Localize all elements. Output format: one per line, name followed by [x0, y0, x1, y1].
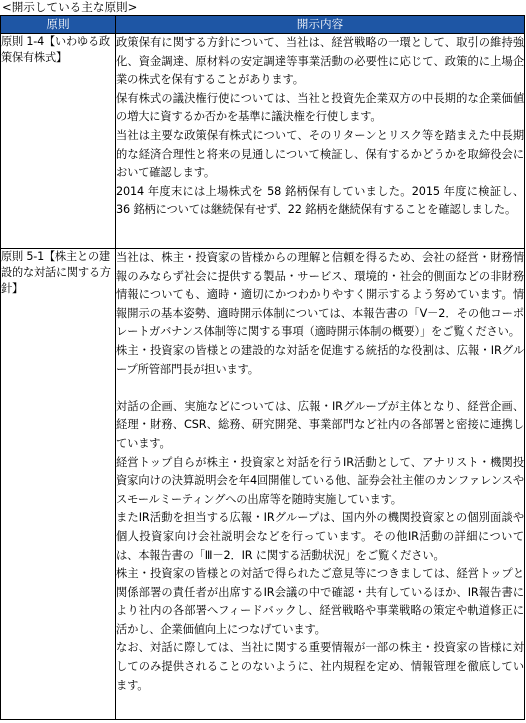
paragraph: 保有株式の議決権行使については、当社と投資先企業双方の中長期的な企業価値の増大に資するか否かを基準に議決権を行使します。 [116, 91, 524, 124]
table-header-row [1, 16, 525, 34]
paragraph: 経営トップ自らが株主・投資家と対話を行うIR活動として、アナリスト・機関投資家向けの決算説明会を年4回開催している他、証券会社主催のカンファレンスやスモールミーティングへの出席等を随時実施しています。 [116, 455, 524, 506]
paragraph: 当社は、株主・投資家の皆様からの理解と信頼を得るため、会社の経営・財務情報のみならず社会に提供する製品・サービス、環境的・社会的側面などの非財務情報についても、適時・適切にかつわかりやすく開示するよう努めています。情報開示の基本姿勢、適時開示体制については、本報告書の「V－2．その他コーポレートガバナンス体制等に関する事項（適時開示体制の概要）」をご覧ください。 [116, 251, 524, 339]
blank-line [116, 379, 524, 398]
section-caption: <開示している主な原則> [2, 0, 138, 14]
paragraph: 対話の企画、実施などについては、広報・IRグループが主体となり、経営企画、経理・財務、CSR、総務、研究開発、事業部門など社内の各部署と密接に連携しています。 [116, 399, 524, 450]
paragraph: 当社は主要な政策保有株式について、そのリターンとリスク等を踏まえた中長期的な経済合理性と将来の見通しについて検証し、保有するかどうかを取締役会において確認します。 [116, 128, 524, 180]
paragraph: 政策保有に関する方針について、当社は、経営戦略の一環として、取引の維持強化、資金調達、原材料の安定調達等事業活動の必要性に応じて、政策的に上場企業の株式を保有することがあります。 [116, 36, 524, 87]
paragraph: またIR活動を担当する広報・IRグループは、国内外の機関投資家との個別面談や個人投資家向け会社説明会などを行っています。その他IR活動の詳細については、本報告書の「Ⅲ－2．IR に関する活動状況」をご覧ください。 [116, 511, 524, 562]
header-principle: 原則 [1, 16, 116, 34]
header-content: 開示内容 [116, 16, 525, 34]
principle-label: 原則 1-4【いわゆる政策保有株式】 [1, 34, 116, 249]
paragraph: 株主・投資家の皆様との対話で得られたご意見等につきましては、経営トップと関係部署の責任者が出席するIR会議の中で確認・共有しているほか、IR報告書により社内の各部署へフィードバックし、経営戦略や事業戦略の策定や軌道修正に活かし、企業価値向上につなげています。 [116, 567, 524, 636]
disclosure-content [116, 34, 525, 249]
disclosure-table [0, 15, 525, 720]
paragraph: なお、対話に際しては、当社に関する重要情報が一部の株主・投資家の皆様に対してのみ提供されることのないように、社内規程を定め、情報管理を徹底しています。 [116, 641, 524, 692]
paragraph: 株主・投資家の皆様との建設的な対話を促進する統括的な役割は、広報・IRグループ所管部門長が担います。 [116, 343, 524, 376]
principle-label: 原則 5-1【株主との建設的な対話に関する方針】 [1, 249, 116, 720]
table-row [1, 34, 525, 249]
table-row [1, 249, 525, 720]
disclosure-content [116, 249, 525, 720]
paragraph: 2014 年度末には上場株式を 58 銘柄保有していました。2015 年度に検証し、36 銘柄については継続保有せず、22 銘柄を継続保有することを確認しました。 [116, 184, 524, 217]
